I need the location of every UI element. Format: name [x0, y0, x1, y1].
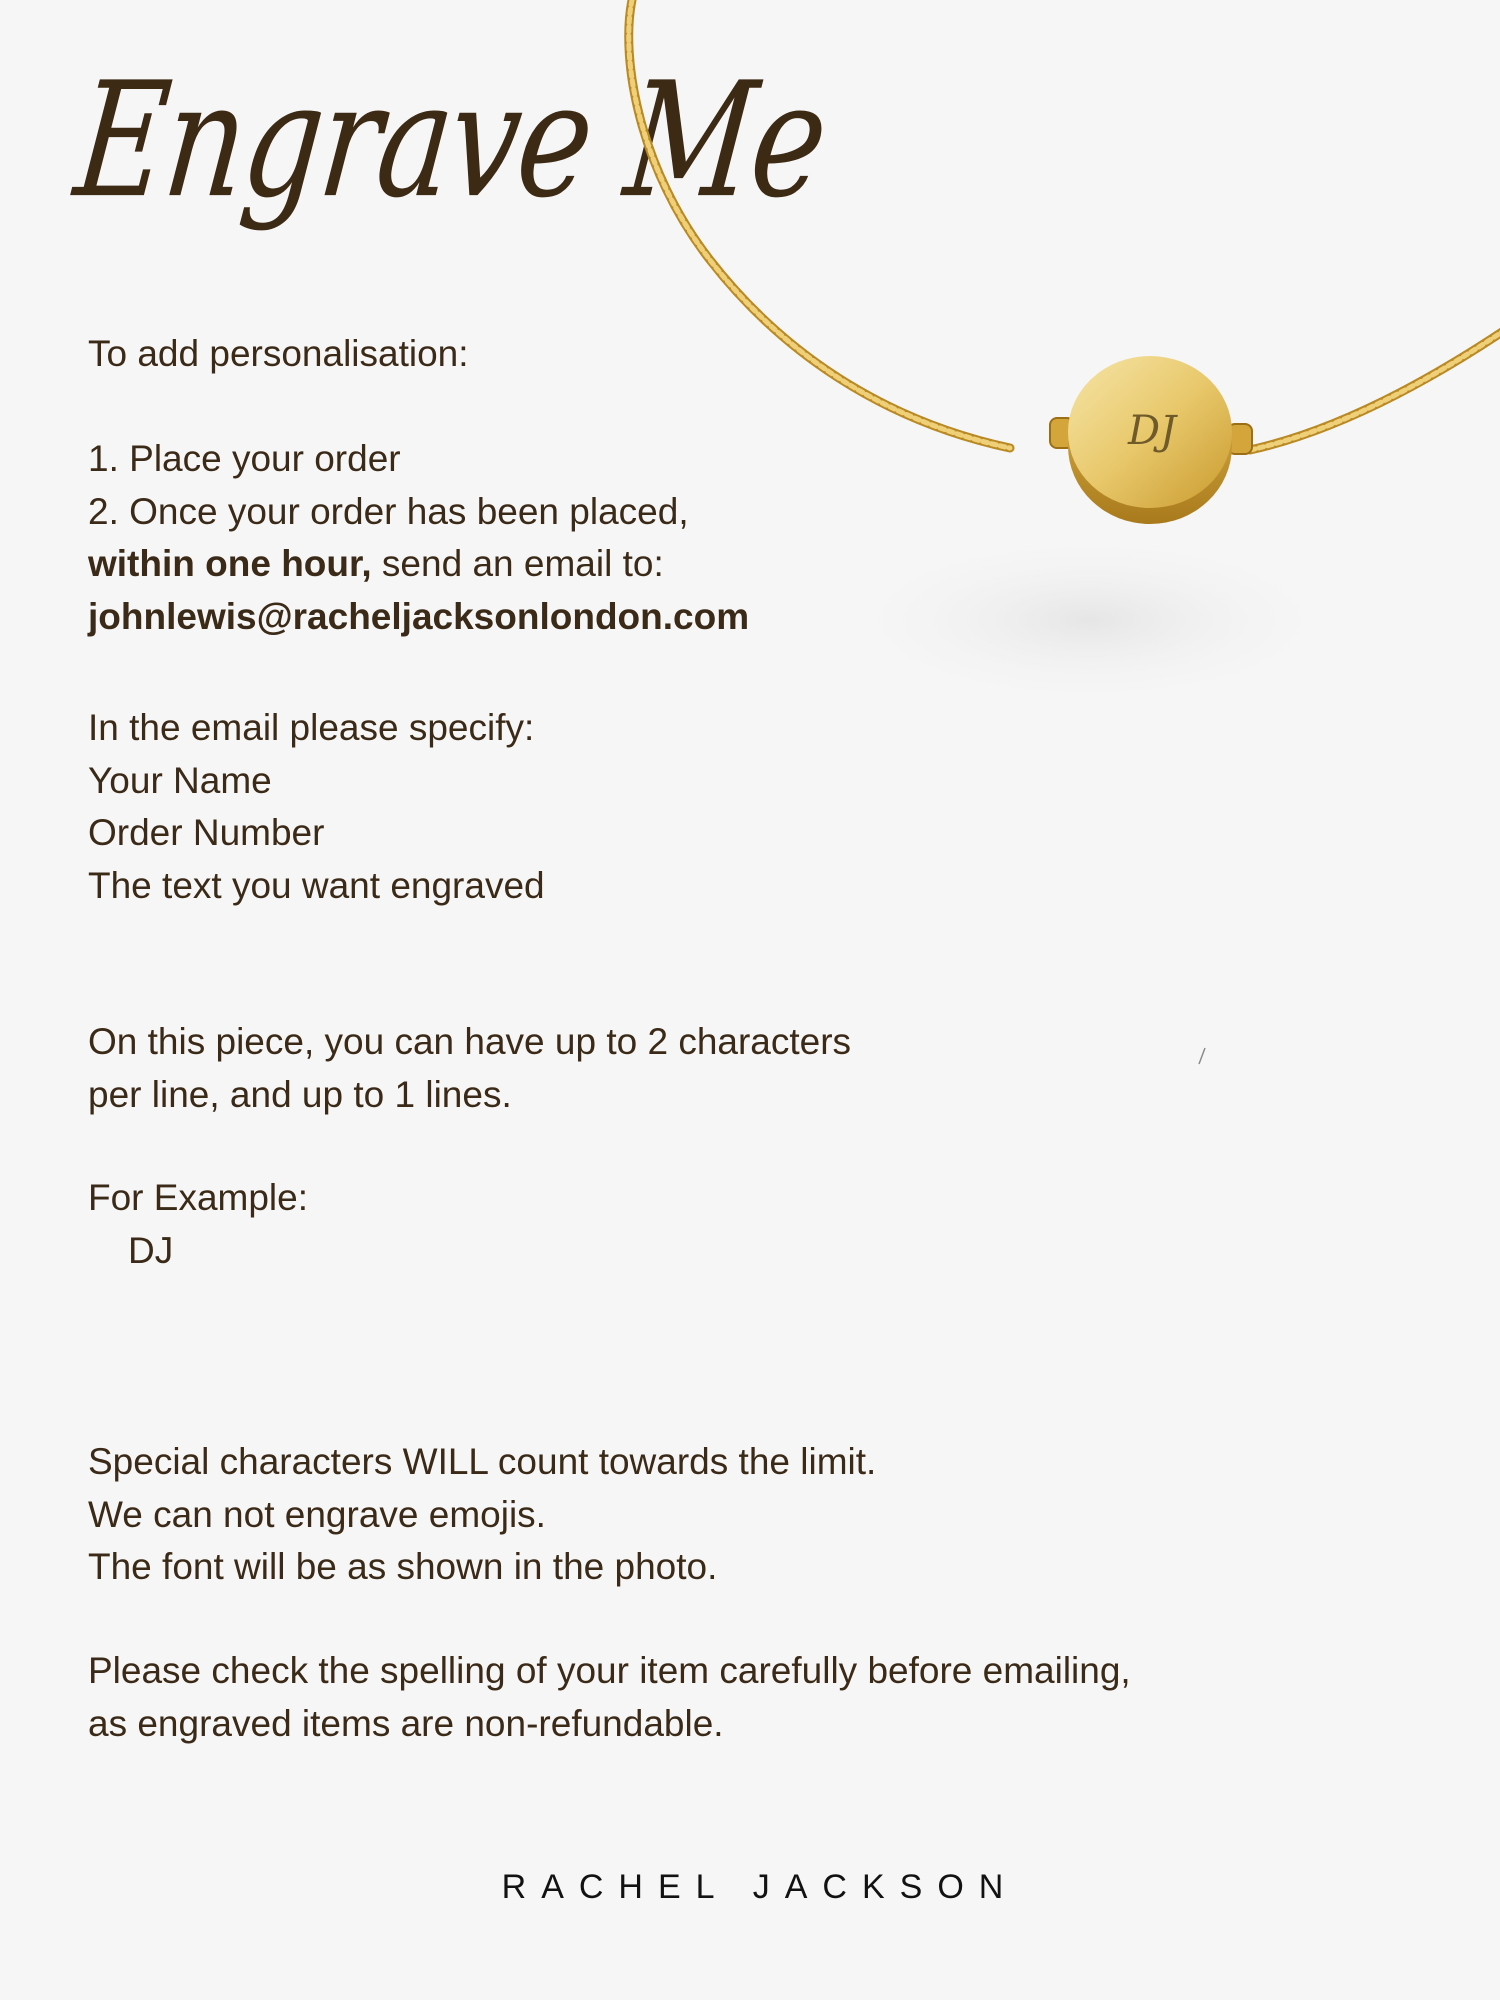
step-2: 2. Once your order has been placed,	[88, 490, 689, 532]
intro-block	[88, 328, 469, 381]
specify-block	[88, 702, 545, 912]
disclaimer-line: as engraved items are non-refundable.	[88, 1702, 724, 1744]
step-2-continued	[88, 538, 749, 591]
limits-line: On this piece, you can have up to 2 characters	[88, 1021, 852, 1062]
limits-block	[88, 1016, 851, 1121]
steps-block	[88, 433, 749, 643]
note-line: We can not engrave emojis.	[88, 1493, 546, 1535]
chain-right	[1250, 330, 1500, 450]
specify-item: Order Number	[88, 812, 325, 853]
pendant-engraving: DJ	[1127, 408, 1177, 454]
bracelet-image	[560, 0, 1500, 760]
page-title: Engrave Me	[67, 49, 834, 234]
bracelet-shadow	[830, 530, 1350, 710]
notes-block	[88, 1436, 876, 1594]
specify-item: The text you want engraved	[88, 864, 545, 906]
step-2-rest: send an email to:	[371, 543, 664, 584]
example-block	[88, 1172, 308, 1277]
time-limit-emphasis: within one hour,	[88, 543, 372, 584]
example-value: DJ	[128, 1229, 174, 1271]
disclaimer-block	[88, 1645, 1131, 1750]
disclaimer-line: Please check the spelling of your item carefully before emailing,	[88, 1650, 1131, 1691]
stray-mark	[1196, 1046, 1208, 1066]
specify-heading: In the email please specify:	[88, 707, 535, 748]
note-line: Special characters WILL count towards the limit.	[88, 1441, 877, 1482]
step-1: 1. Place your order	[88, 438, 401, 479]
note-line: The font will be as shown in the photo.	[88, 1546, 718, 1587]
contact-email: johnlewis@racheljacksonlondon.com	[88, 595, 750, 637]
brand-logo: RACHEL JACKSON	[501, 1868, 1019, 1906]
limits-line: per line, and up to 1 lines.	[88, 1073, 512, 1115]
example-label: For Example:	[88, 1177, 309, 1218]
specify-item: Your Name	[88, 759, 272, 801]
intro-text: To add personalisation:	[88, 333, 469, 374]
